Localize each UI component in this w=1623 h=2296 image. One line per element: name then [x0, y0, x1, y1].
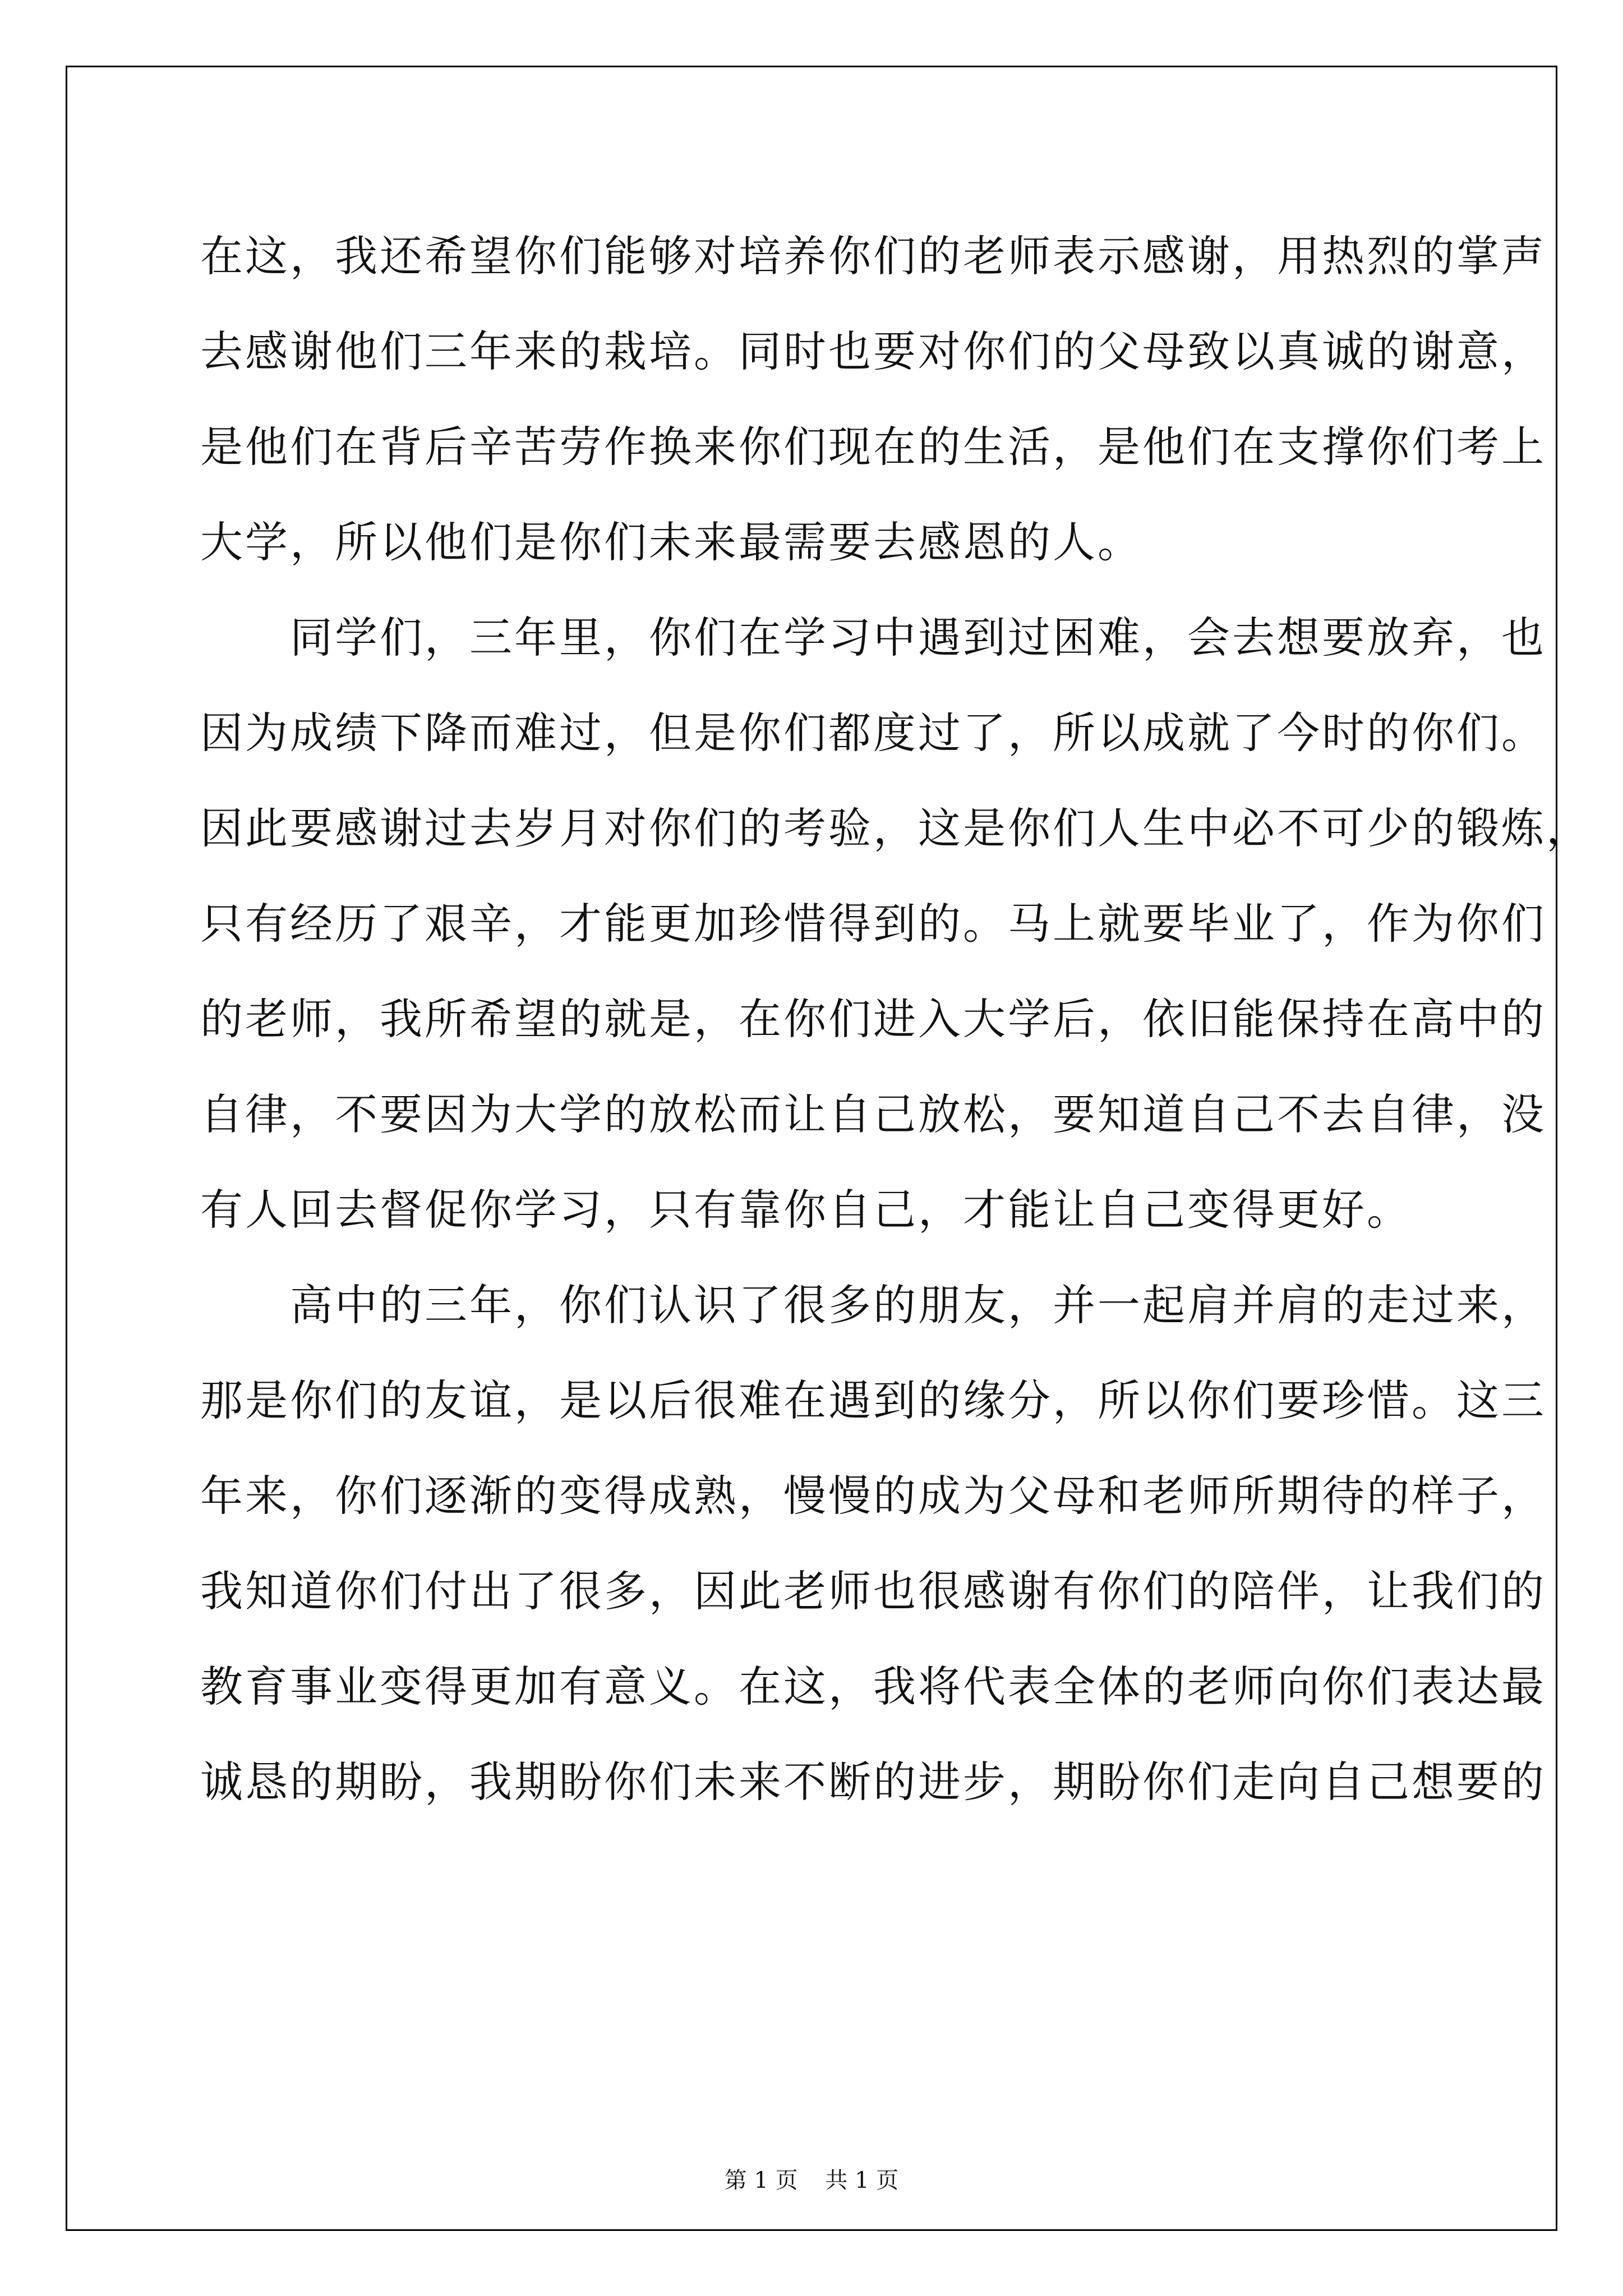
document-body	[200, 209, 1591, 1830]
text-line: 教育事业变得更加有意义。在这，我将代表全体的老师向你们表达最	[200, 1662, 1546, 1711]
text-line: 有人回去督促你学习，只有靠你自己，才能让自己变得更好。	[200, 1185, 1412, 1235]
text-line: 大学，所以他们是你们未来最需要去感恩的人。	[200, 517, 1142, 567]
text-line: 因为成绩下降而难过，但是你们都度过了，所以成就了今时的你们。	[200, 708, 1546, 758]
text-line: 的老师，我所希望的就是，在你们进入大学后，依旧能保持在高中的	[200, 994, 1546, 1044]
page-number-current: 第 1 页	[724, 2168, 798, 2193]
text-line: 那是你们的友谊，是以后很难在遇到的缘分，所以你们要珍惜。这三	[200, 1375, 1546, 1425]
text-line: 高中的三年，你们认识了很多的朋友，并一起肩并肩的走过来，	[200, 1280, 1546, 1330]
text-line: 我知道你们付出了很多，因此老师也很感谢有你们的陪伴，让我们的	[200, 1566, 1546, 1616]
text-line: 自律，不要因为大学的放松而让自己放松，要知道自己不去自律，没	[200, 1089, 1546, 1139]
text-line: 只有经历了艰辛，才能更加珍惜得到的。马上就要毕业了，作为你们	[200, 899, 1546, 949]
text-line: 诚恳的期盼，我期盼你们未来不断的进步，期盼你们走向自己想要的	[200, 1757, 1546, 1807]
page-number-total: 共 1 页	[825, 2168, 899, 2193]
text-line: 在这，我还希望你们能够对培养你们的老师表示感谢，用热烈的掌声	[200, 231, 1546, 281]
text-line: 去感谢他们三年来的栽培。同时也要对你们的父母致以真诚的谢意，	[200, 326, 1546, 376]
text-line: 因此要感谢过去岁月对你们的考验，这是你们人生中必不可少的锻炼，	[200, 803, 1591, 853]
text-line: 同学们，三年里，你们在学习中遇到过困难，会去想要放弃，也	[200, 613, 1546, 662]
page-footer	[0, 2166, 1623, 2194]
text-line: 是他们在背后辛苦劳作换来你们现在的生活，是他们在支撑你们考上	[200, 422, 1546, 472]
text-line: 年来，你们逐渐的变得成熟，慢慢的成为父母和老师所期待的样子，	[200, 1471, 1546, 1521]
